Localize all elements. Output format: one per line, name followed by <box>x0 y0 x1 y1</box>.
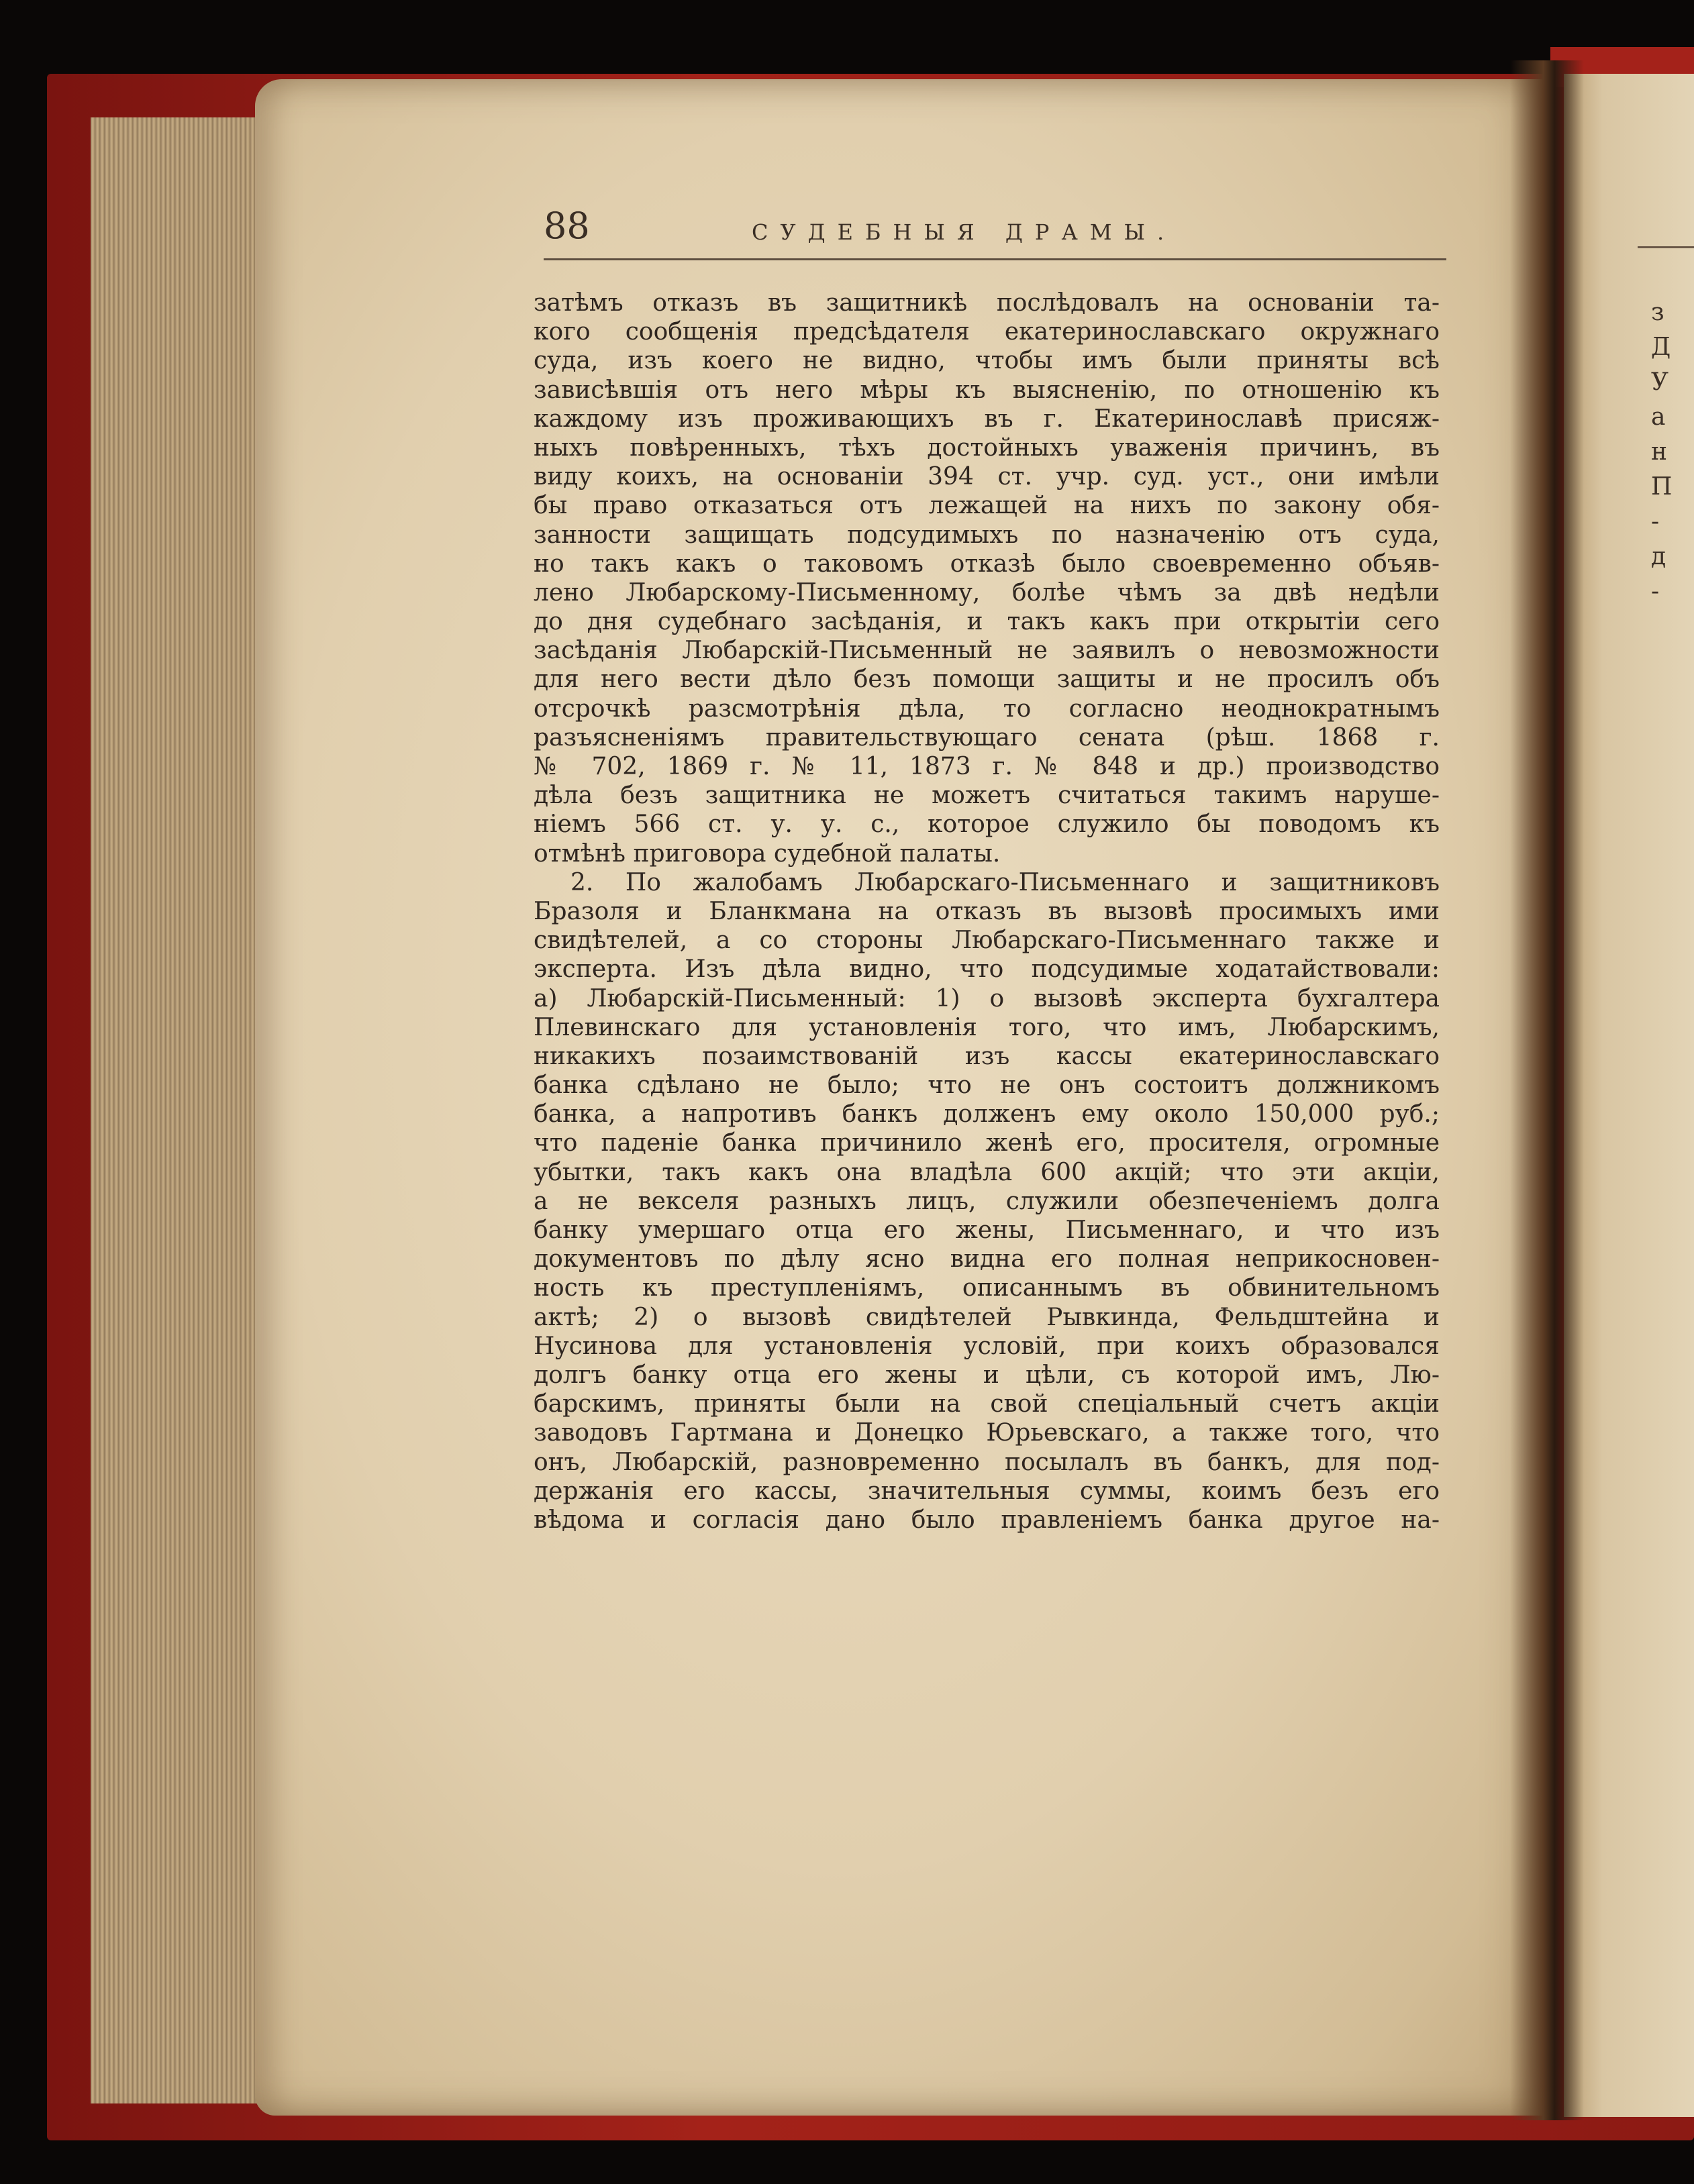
text-line: вѣдома и согласія дано было правленіемъ банка другое на- <box>534 1506 1440 1534</box>
text-line: Нусинова для установленія условій, при коихъ образовался <box>534 1332 1440 1360</box>
text-line: каждому изъ проживающихъ въ г. Екатеринославѣ присяж- <box>534 405 1440 433</box>
text-line: разъясненіямъ правительствующаго сената (рѣш. 1868 г. <box>534 723 1440 751</box>
page-number: 88 <box>544 205 590 247</box>
right-page-fragment: - <box>1651 578 1660 605</box>
text-line: банку умершаго отца его жены, Письменнаго, и что изъ <box>534 1216 1440 1244</box>
right-page-fragment: з <box>1651 299 1664 326</box>
right-page-text <box>1651 295 1691 609</box>
text-line: кого сообщенія предсѣдателя екатеринославскаго окружнаго <box>534 318 1440 346</box>
right-page-fragment: а <box>1651 403 1666 431</box>
text-line: ніемъ 566 ст. у. у. с., которое служило бы поводомъ къ <box>534 811 1440 839</box>
text-line: засѣданія Любарскій-Письменный не заявилъ о невозможности <box>534 637 1440 665</box>
text-line: ность къ преступленіямъ, описаннымъ въ обвинительномъ <box>534 1274 1440 1302</box>
text-line: никакихъ позаимствованій изъ кассы екатеринославскаго <box>534 1042 1440 1070</box>
text-line: онъ, Любарскій, разновременно посылалъ въ банкъ, для под- <box>534 1448 1440 1476</box>
text-line: бы право отказаться отъ лежащей на нихъ по закону обя- <box>534 492 1440 520</box>
text-line: что паденіе банка причинило женѣ его, просителя, огромные <box>534 1129 1440 1157</box>
text-line: но такъ какъ о таковомъ отказѣ было своевременно объяв- <box>534 550 1440 578</box>
text-line: документовъ по дѣлу ясно видна его полная неприкосновен- <box>534 1245 1440 1273</box>
text-line: банка, а напротивъ банкъ долженъ ему около 150,000 руб.; <box>534 1100 1440 1129</box>
text-line: барскимъ, приняты были на свой спеціальный счетъ акціи <box>534 1390 1440 1418</box>
text-line: эксперта. Изъ дѣла видно, что подсудимые ходатайствовали: <box>534 955 1440 984</box>
running-title: СУДЕБНЫЯ ДРАМЫ. <box>752 219 1177 245</box>
text-line: банка сдѣлано не было; что не онъ состоитъ должникомъ <box>534 1072 1440 1100</box>
right-page-fragment: П <box>1651 473 1673 501</box>
text-line: убытки, такъ какъ она владѣла 600 акцій; что эти акціи, <box>534 1158 1440 1186</box>
book-gutter <box>1510 60 1584 2120</box>
text-line: актѣ; 2) о вызовѣ свидѣтелей Рывкинда, Фельдштейна и <box>534 1303 1440 1331</box>
text-line: а не векселя разныхъ лицъ, служили обезпеченіемъ долга <box>534 1187 1440 1215</box>
text-line: заводовъ Гартмана и Донецко Юрьевскаго, а также того, что <box>534 1419 1440 1447</box>
text-line: до дня судебнаго засѣданія, и такъ какъ при открытіи сего <box>534 608 1440 636</box>
right-page-rule <box>1638 246 1694 248</box>
text-line: свидѣтелей, а со стороны Любарскаго-Письменнаго также и <box>534 927 1440 955</box>
text-line: ныхъ повѣренныхъ, тѣхъ достойныхъ уваженія причинъ, въ <box>534 433 1440 462</box>
text-line: а) Любарскій-Письменный: 1) о вызовѣ эксперта бухгалтера <box>534 984 1440 1012</box>
text-line: отмѣнѣ приговора судебной палаты. <box>534 839 1001 868</box>
text-line: Бразоля и Бланкмана на отказъ въ вызовѣ просимыхъ ими <box>534 897 1440 925</box>
text-line: держанія его кассы, значительныя суммы, коимъ безъ его <box>534 1477 1440 1505</box>
right-page-fragment: н <box>1651 438 1667 466</box>
text-line: долгъ банку отца его жены и цѣли, съ которой имъ, Лю- <box>534 1361 1440 1389</box>
text-line: лено Любарскому-Письменному, болѣе чѣмъ за двѣ недѣли <box>534 578 1440 607</box>
text-line: виду коихъ, на основаніи 394 ст. учр. суд. уст., они имѣли <box>534 463 1440 491</box>
text-line: занности защищать подсудимыхъ по назначенію отъ суда, <box>534 521 1440 549</box>
text-line: 2. По жалобамъ Любарскаго-Письменнаго и защитниковъ <box>570 868 1440 896</box>
text-line: суда, изъ коего не видно, чтобы имъ были приняты всѣ <box>534 347 1440 375</box>
text-line: № 702, 1869 г. № 11, 1873 г. № 848 и др.) производство <box>534 753 1440 780</box>
right-page-fragment: - <box>1651 508 1660 535</box>
text-line: дѣла безъ защитника не можетъ считаться такимъ наруше- <box>534 782 1440 810</box>
text-line: Плевинскаго для установленія того, что имъ, Любарскимъ, <box>534 1013 1440 1041</box>
body-text <box>534 289 1440 1535</box>
right-page-fragment: д <box>1651 543 1666 570</box>
text-line: зависѣвшія отъ него мѣры къ выясненію, по отношенію къ <box>534 376 1440 404</box>
right-page-fragment: У <box>1651 368 1669 396</box>
page-header <box>544 205 1446 260</box>
right-page-fragment: Д <box>1651 333 1671 361</box>
text-line: для него вести дѣло безъ помощи защиты и не просилъ объ <box>534 666 1440 694</box>
text-line: затѣмъ отказъ въ защитникѣ послѣдовалъ на основаніи та- <box>534 289 1440 317</box>
text-line: отсрочкѣ разсмотрѣнія дѣла, то согласно неоднократнымъ <box>534 694 1440 723</box>
